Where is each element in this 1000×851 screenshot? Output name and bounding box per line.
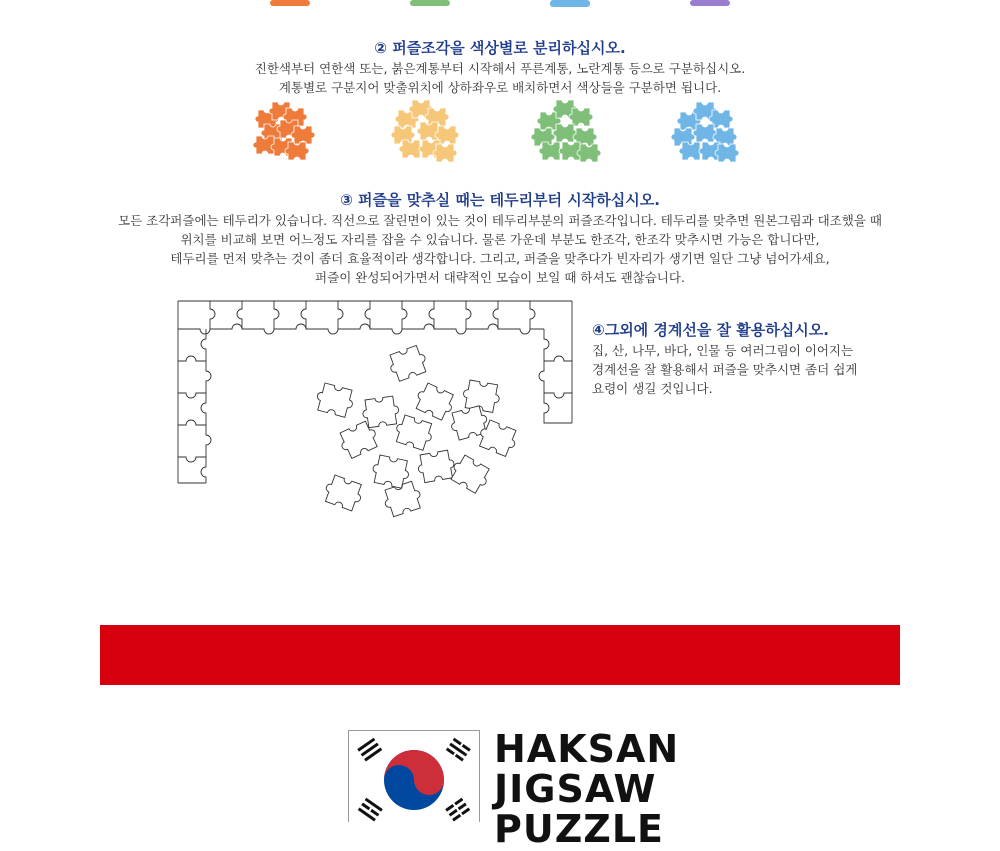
- step2-line-1: 진한색부터 연한색 또는, 붉은계통부터 시작해서 푸른계통, 노란계통 등으로 구분하십시오.: [254, 61, 746, 76]
- step4-line-2: 경계선을 잘 활용해서 퍼즐을 맞추시면 좀더 쉽게: [592, 362, 858, 377]
- brand-name: [494, 729, 679, 849]
- red-divider-banner: [100, 625, 900, 685]
- step4-heading: ④그외에 경계선을 잘 활용하십시오.: [592, 321, 829, 339]
- brand-line-2: JIGSAW: [494, 767, 657, 811]
- step3-heading: ③ 퍼즐을 맞추실 때는 테두리부터 시작하십시오.: [340, 191, 660, 209]
- green-pieces-icon: [531, 100, 601, 162]
- color-puzzle-clusters: [250, 96, 750, 164]
- korean-flag-icon: [348, 730, 480, 822]
- step2-heading: ② 퍼즐조각을 색상별로 분리하십시오.: [374, 39, 626, 57]
- brand-line-3: PUZZLE: [494, 807, 664, 851]
- border-assembly-illustration: [170, 295, 590, 535]
- step3-line-1: 모든 조각퍼즐에는 테두리가 있습니다. 직선으로 잘린면이 있는 것이 테두리부분의 퍼즐조각입니다. 테두리를 맞추면 원본그림과 대조했을 때: [118, 213, 882, 228]
- puzzle-cluster-tops: [250, 0, 750, 10]
- orange-pieces-icon: [253, 102, 315, 160]
- border-frame: [178, 301, 572, 483]
- step4-line-1: 집, 산, 나무, 바다, 인물 등 여러그림이 이어지는: [592, 343, 854, 358]
- yellow-pieces-icon: [391, 100, 459, 162]
- step3-line-3: 테두리를 먼저 맞추는 것이 좀더 효율적이라 생각합니다. 그리고, 퍼즐을 맞추다가 빈자리가 생기면 일단 그냥 넘어가세요,: [170, 251, 830, 266]
- blue-pieces-icon: [671, 102, 739, 162]
- step3-line-2: 위치를 비교해 보면 어느정도 자리를 잡을 수 있습니다. 물론 가운데 부분도 한조각, 한조각 맞추시면 가능은 합니다만,: [180, 232, 820, 247]
- step3-line-4: 퍼즐이 완성되어가면서 대략적인 모습이 보일 때 하셔도 괜찮습니다.: [315, 270, 685, 285]
- step4-line-3: 요령이 생길 것입니다.: [592, 381, 713, 396]
- brand-line-1: HAKSAN: [494, 727, 680, 771]
- step2-line-2: 계통별로 구분지어 맞출위치에 상하좌우로 배치하면서 색상들을 구분하면 됩니다.: [278, 80, 722, 95]
- scattered-pieces: [314, 344, 520, 518]
